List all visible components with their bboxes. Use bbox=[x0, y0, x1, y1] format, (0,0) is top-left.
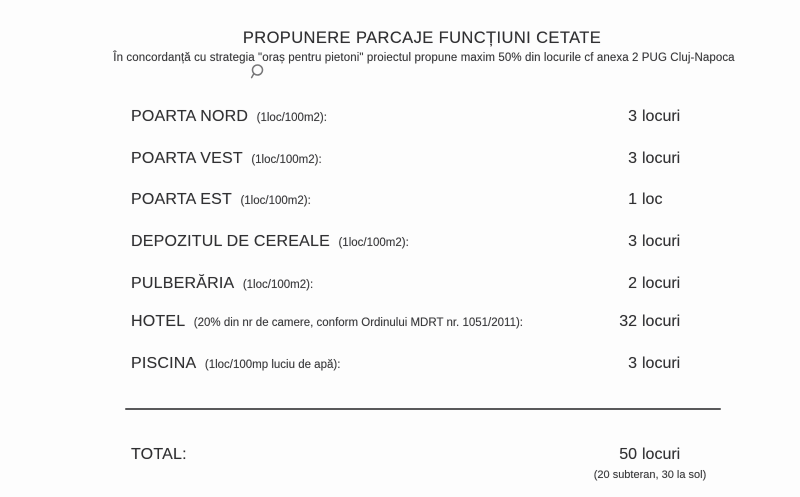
total-label: TOTAL: bbox=[131, 446, 187, 463]
value-unit: locuri bbox=[642, 108, 681, 125]
value-number: 3 bbox=[628, 108, 637, 125]
value-number: 3 bbox=[628, 150, 637, 167]
value-number: 3 bbox=[628, 233, 637, 250]
value-unit: locuri bbox=[642, 313, 681, 330]
total-label-wrap bbox=[131, 446, 187, 464]
table-row bbox=[131, 233, 740, 253]
function-note: (1loc/100m2): bbox=[251, 154, 322, 166]
function-name: POARTA EST bbox=[131, 191, 232, 208]
table-row bbox=[131, 191, 740, 211]
function-note: (1loc/100m2): bbox=[240, 195, 311, 207]
value-number: 3 bbox=[628, 355, 637, 372]
row-label bbox=[131, 150, 322, 168]
value-unit: locuri bbox=[642, 355, 681, 372]
table-row bbox=[131, 313, 740, 333]
table-row bbox=[131, 150, 740, 170]
row-label bbox=[131, 108, 327, 126]
page-subtitle: În concordanță cu strategia "oraș pentru pietoni" proiectul propune maxim 50% din locurile cf anexa 2 PUG Cluj-Napoca bbox=[113, 52, 735, 64]
total-row bbox=[131, 446, 740, 466]
function-note: (1loc/100m2): bbox=[256, 112, 327, 124]
value-unit: locuri bbox=[642, 233, 681, 250]
row-label bbox=[131, 191, 311, 209]
function-note: (1loc/100m2): bbox=[338, 237, 409, 249]
total-detail: (20 subteran, 30 la sol) bbox=[593, 469, 707, 481]
function-name: POARTA VEST bbox=[131, 150, 243, 167]
function-name: POARTA NORD bbox=[131, 108, 249, 125]
value-unit: locuri bbox=[642, 275, 681, 292]
row-label bbox=[131, 313, 523, 331]
table-row bbox=[131, 108, 740, 128]
function-note: (1loc/100m2): bbox=[242, 279, 314, 291]
row-label bbox=[131, 355, 340, 373]
function-name: PULBERĂRIA bbox=[131, 275, 235, 292]
mouse-cursor-icon bbox=[249, 63, 265, 81]
row-label bbox=[131, 233, 409, 251]
total-number: 50 bbox=[619, 446, 637, 463]
row-value bbox=[560, 150, 740, 168]
row-label bbox=[131, 275, 313, 293]
value-unit: locuri bbox=[642, 150, 681, 167]
value-unit: loc bbox=[642, 191, 663, 208]
total-unit: locuri bbox=[642, 446, 681, 463]
value-number: 2 bbox=[628, 275, 637, 292]
row-value bbox=[560, 313, 740, 331]
row-value bbox=[560, 191, 740, 209]
value-number: 1 bbox=[628, 191, 637, 208]
table-row bbox=[131, 275, 740, 295]
row-value bbox=[560, 275, 740, 293]
function-name: DEPOZITUL DE CEREALE bbox=[131, 233, 331, 250]
total-value bbox=[560, 446, 740, 464]
function-note: (20% din nr de camere, conform Ordinului MDRT nr. 1051/2011): bbox=[193, 317, 523, 329]
value-number: 32 bbox=[619, 313, 637, 330]
page-title: PROPUNERE PARCAJE FUNCȚIUNI CETATE bbox=[242, 29, 602, 47]
row-value bbox=[560, 108, 740, 126]
function-name: PISCINA bbox=[131, 355, 197, 372]
total-separator-line bbox=[125, 408, 721, 410]
table-row bbox=[131, 355, 740, 375]
row-value bbox=[560, 355, 740, 373]
row-value bbox=[560, 233, 740, 251]
function-note: (1loc/100mp luciu de apă): bbox=[204, 359, 341, 371]
function-name: HOTEL bbox=[131, 313, 186, 330]
